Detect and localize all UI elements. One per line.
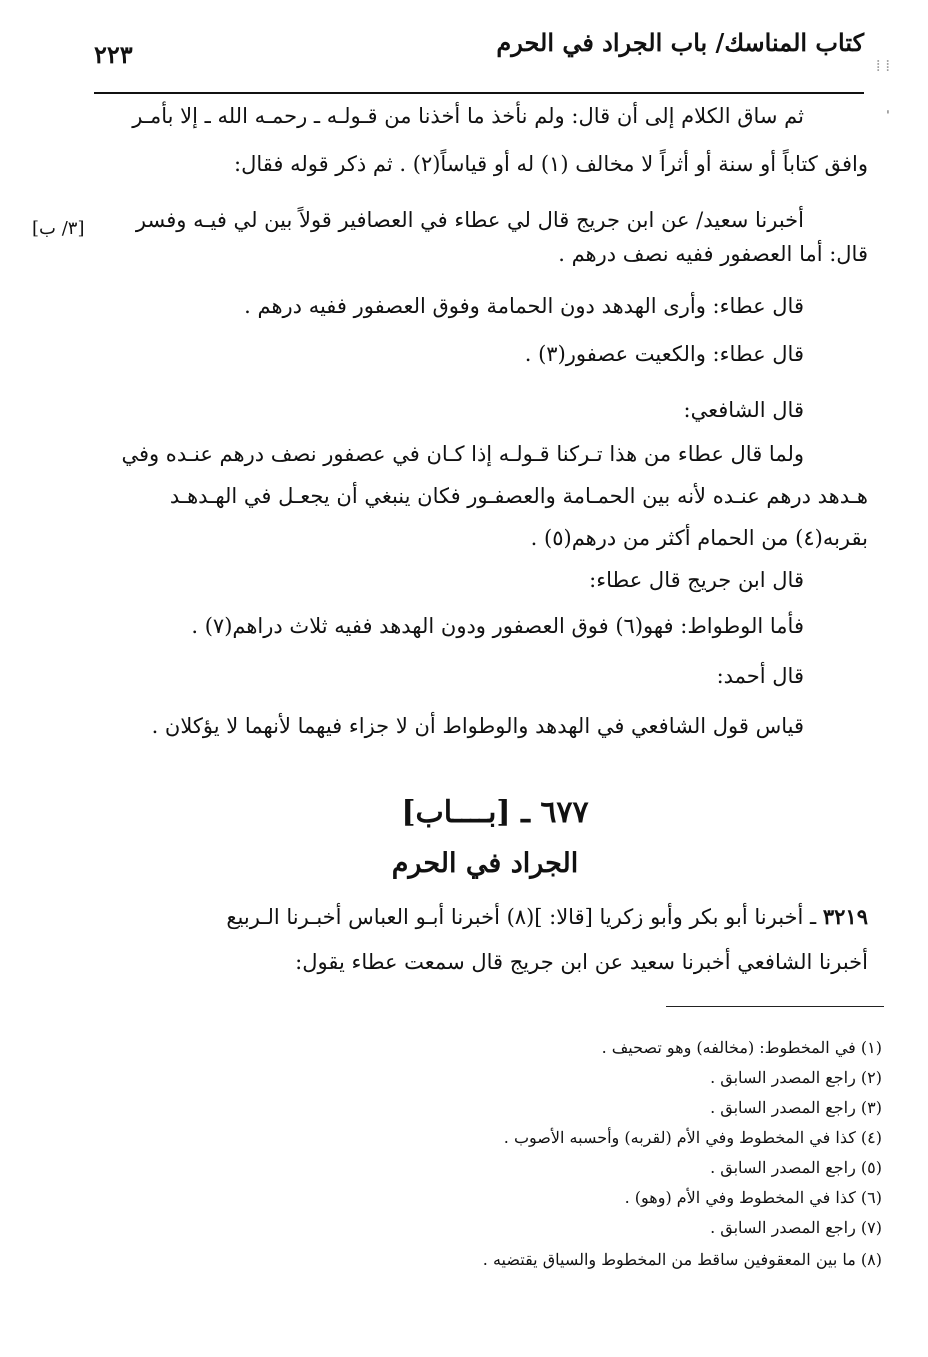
footnote-4: (٤) كذا في المخطوط وفي الأم (لقربه) وأحسبه الأصوب . (503, 1128, 882, 1147)
footnote-2: (٢) راجع المصدر السابق . (710, 1068, 882, 1087)
body-line-7: قال الشافعي: (683, 398, 804, 422)
body-line-11: قال ابن جريج قال عطاء: (589, 568, 804, 592)
margin-scan-tick: ˌ (886, 100, 890, 116)
body-line-10: بقربه(٤) من الحمام أكثر من درهم(٥) . (530, 526, 868, 550)
hadith-line-1 (226, 906, 868, 928)
manuscript-folio-tag: [٣/ ب] (32, 218, 85, 239)
footnote-divider (666, 1006, 884, 1007)
body-line-13: قال أحمد: (716, 664, 804, 688)
page-number: ٢٢٣ (94, 40, 133, 69)
body-line-14: قياس قول الشافعي في الهدهد والوطواط أن لا جزاء فيهما لأنهما لا يؤكلان . (151, 714, 804, 738)
footnote-3: (٣) راجع المصدر السابق . (710, 1098, 882, 1117)
footnote-6: (٦) كذا في المخطوط وفي الأم (وهو) . (624, 1188, 882, 1207)
hadith-line-2: أخبرنا الشافعي أخبرنا سعيد عن ابن جريج قال سمعت عطاء يقول: (295, 950, 868, 974)
body-line-9: هـدهد درهم عنـده لأنه بين الحمـامة والعصفـور فكان ينبغي أن يجعـل في الهـدهـد (169, 484, 868, 508)
margin-scan-mark: ⁞ ⁞ (876, 56, 890, 75)
body-line-3: أخبرنا سعيد/ عن ابن جريج قال لي عطاء في العصافير قولاً بين لي فيـه وفسر (135, 208, 804, 232)
running-header-title: كتاب المناسك/ باب الجراد في الحرم (496, 28, 864, 57)
body-line-4: قال: أما العصفور ففيه نصف درهم . (558, 242, 868, 266)
body-line-6: قال عطاء: والكعيت عصفور(٣) . (524, 342, 804, 366)
footnote-1: (١) في المخطوط: (مخالفه) وهو تصحيف . (601, 1038, 882, 1057)
chapter-number: ٦٧٧ ـ [بــــاب] (401, 795, 589, 830)
body-line-12: فأما الوطواط: فهو(٦) فوق العصفور ودون الهدهد ففيه ثلاث دراهم(٧) . (191, 614, 804, 638)
chapter-title: الجراد في الحرم (391, 848, 579, 879)
body-line-5: قال عطاء: وأرى الهدهد دون الحمامة وفوق العصفور ففيه درهم . (244, 294, 804, 318)
body-line-1: ثم ساق الكلام إلى أن قال: ولم نأخذ ما أخذنا من قـولـه ـ رحمـه الله ـ إلا بأمـر (132, 104, 804, 128)
footnote-8: (٨) ما بين المعقوفين ساقط من المخطوط والسياق يقتضيه . (482, 1250, 882, 1269)
body-line-2: وافق كتاباً أو سنة أو أثراً لا مخالف (١) له أو قياساً(٢) . ثم ذكر قوله فقال: (234, 152, 868, 176)
hadith-text-1: ـ أخبرنا أبو بكر وأبو زكريا [قالا: ](٨) أخبرنا أبـو العباس أخبـرنا الـربيع (226, 905, 817, 929)
body-line-8: ولما قال عطاء من هذا تـركنا قـولـه إذا كـان في عصفور نصف درهم عنـده وفي (121, 442, 804, 466)
footnote-5: (٥) راجع المصدر السابق . (710, 1158, 882, 1177)
header-divider (94, 92, 864, 94)
footnote-7: (٧) راجع المصدر السابق . (710, 1218, 882, 1237)
hadith-number: ٣٢١٩ (822, 904, 868, 929)
